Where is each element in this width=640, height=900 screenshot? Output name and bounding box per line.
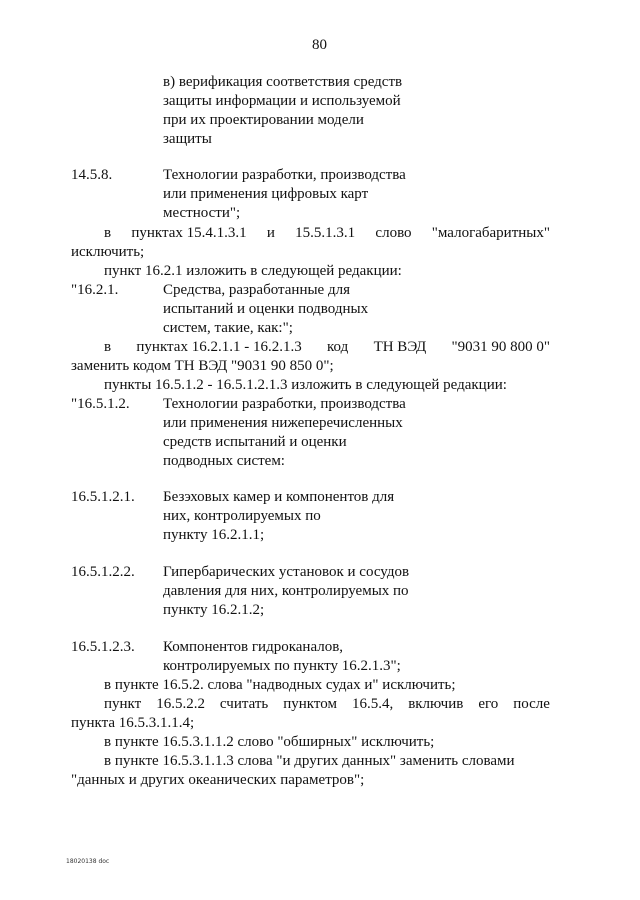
text-line: систем, такие, как:"; <box>163 320 293 336</box>
text-line: Безэховых камер и компонентов для <box>163 489 395 505</box>
text-line: или применения нижеперечисленных <box>163 415 403 431</box>
item-number: 16.5.1.2.3. <box>71 639 135 655</box>
text-line: контролируемых по пункту 16.2.1.3"; <box>163 658 401 674</box>
word: 16.5.2.2 <box>156 696 205 712</box>
word: считать <box>219 696 269 712</box>
word: его <box>478 696 499 712</box>
text-line: Технологии разработки, производства <box>163 167 406 183</box>
text-line: защиты <box>163 131 212 147</box>
text-line: Гипербарических установок и сосудов <box>163 564 410 580</box>
document-code: 18020138 doc <box>66 858 110 865</box>
text-line: местности"; <box>163 205 241 221</box>
word: после <box>513 696 550 712</box>
word: пункт <box>104 696 142 712</box>
word: 15.5.1.3.1 <box>295 225 356 241</box>
word: 16.5.4, <box>351 696 394 712</box>
text-line: в) верификация соответствия средств <box>163 74 403 90</box>
word: в <box>104 339 112 355</box>
word: "9031 90 800 0" <box>451 339 550 355</box>
word: пунктах 16.2.1.1 - 16.2.1.3 <box>136 339 302 355</box>
text-line: пункта 16.5.3.1.1.4; <box>71 715 195 731</box>
word: ТН ВЭД <box>373 339 427 355</box>
justified-line <box>104 224 550 242</box>
word: "малогабаритных" <box>431 225 550 241</box>
text-line: пункту 16.2.1.2; <box>163 602 265 618</box>
word: в <box>104 225 112 241</box>
word: и <box>266 225 275 241</box>
instruction-paragraph: пункт 16.2.1 изложить в следующей редакции: <box>104 263 402 279</box>
instruction-paragraph: в пункте 16.5.2. слова "надводных судах и" исключить; <box>104 677 456 693</box>
instruction-paragraph: пункты 16.5.1.2 - 16.5.1.2.1.3 изложить в следующей редакции: <box>104 377 507 393</box>
text-line: в пункте 16.5.3.1.1.3 слова "и других данных" заменить словами <box>104 753 515 769</box>
text-line: заменить кодом ТН ВЭД "9031 90 850 0"; <box>71 358 334 374</box>
text-line: Технологии разработки, производства <box>163 396 406 412</box>
text-line: при их проектировании модели <box>163 112 364 128</box>
justified-line <box>104 338 550 356</box>
text-line: средств испытаний и оценки <box>163 434 347 450</box>
text-line: них, контролируемых по <box>163 508 321 524</box>
page-number: 80 <box>312 37 327 53</box>
text-line: подводных систем: <box>163 453 285 469</box>
word: пунктах 15.4.1.3.1 <box>131 225 247 241</box>
item-number: 16.5.1.2.2. <box>71 564 135 580</box>
word: включив <box>408 696 464 712</box>
instruction-paragraph: в пункте 16.5.3.1.1.2 слово "обширных" исключить; <box>104 734 435 750</box>
text-line: испытаний и оценки подводных <box>163 301 369 317</box>
item-number: 14.5.8. <box>71 167 113 183</box>
text-line: или применения цифровых карт <box>163 186 369 202</box>
text-line: "данных и других океанических параметров"; <box>71 772 365 788</box>
word: слово <box>375 225 412 241</box>
text-line: Средства, разработанные для <box>163 282 350 298</box>
text-line: давления для них, контролируемых по <box>163 583 409 599</box>
word: пунктом <box>283 696 337 712</box>
item-number: 16.5.1.2.1. <box>71 489 135 505</box>
text-line: Компонентов гидроканалов, <box>163 639 344 655</box>
item-number: "16.2.1. <box>71 282 119 298</box>
text-line: пункту 16.2.1.1; <box>163 527 265 543</box>
word: код <box>327 339 349 355</box>
item-number: "16.5.1.2. <box>71 396 130 412</box>
text-line: исключить; <box>71 244 145 260</box>
justified-line <box>104 695 550 713</box>
text-line: защиты информации и используемой <box>163 93 401 109</box>
